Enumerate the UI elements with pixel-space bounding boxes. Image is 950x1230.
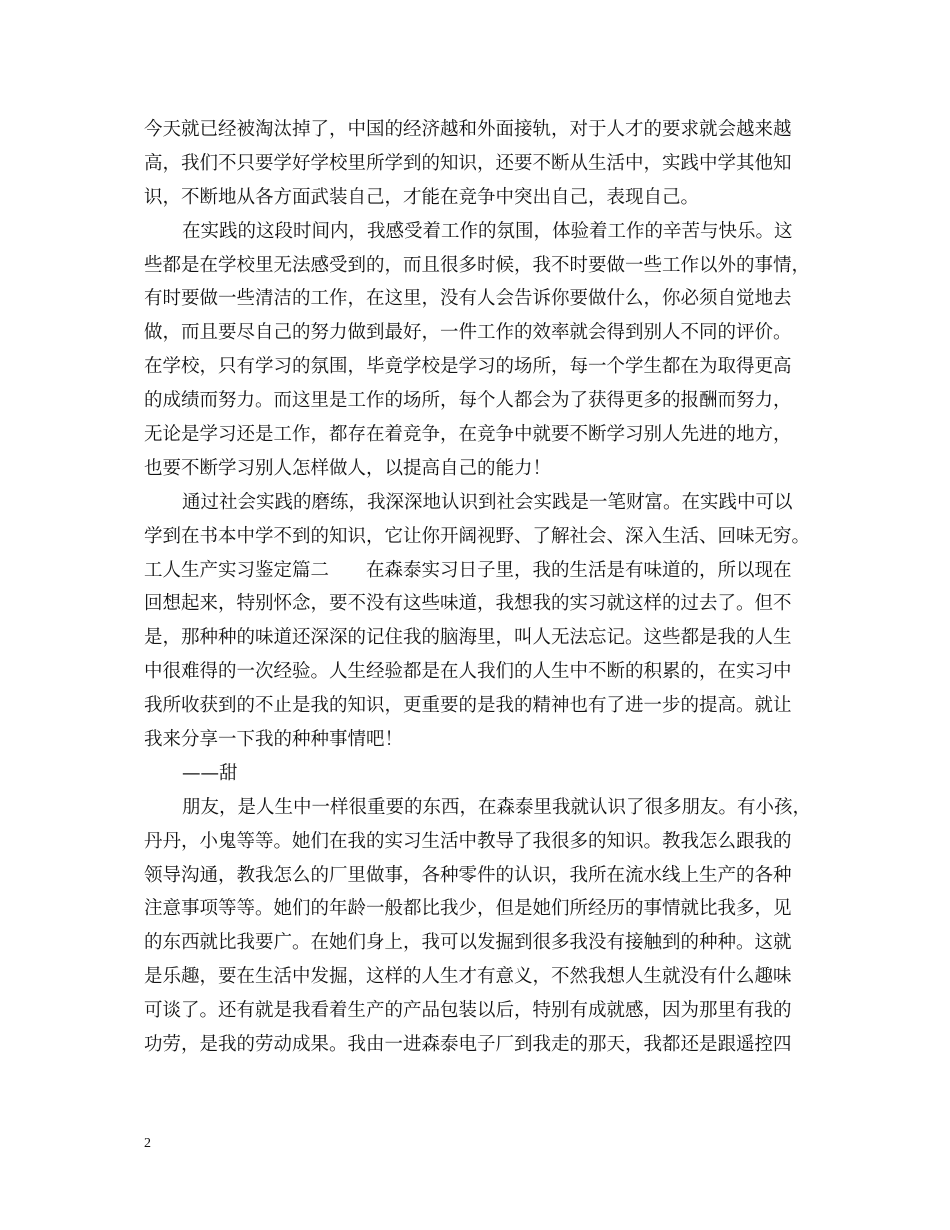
text-line: 无论是学习还是工作，都存在着竞争，在竞争中就要不断学习别人先进的地方， xyxy=(144,424,792,446)
text-line: 在学校，只有学习的氛围，毕竟学校是学习的场所，每一个学生都在为取得更高 xyxy=(144,356,792,378)
body-text xyxy=(144,113,829,1062)
text-line: 是乐趣，要在生活中发掘，这样的人生才有意义，不然我想人生就没有什么趣味 xyxy=(144,966,792,988)
text-line: 工人生产实习鉴定篇二 在森泰实习日子里，我的生活是有味道的，所以现在 xyxy=(144,559,792,581)
text-line: 也要不断学习别人怎样做人，以提高自己的能力！ xyxy=(144,457,552,479)
text-line: 做，而且要尽自己的努力做到最好，一件工作的效率就会得到别人不同的评价。 xyxy=(144,322,792,344)
text-line: 高，我们不只要学好学校里所学到的知识，还要不断从生活中，实践中学其他知 xyxy=(144,152,792,174)
text-line: 今天就已经被淘汰掉了，中国的经济越和外面接轨，对于人才的要求就会越来越 xyxy=(144,119,792,140)
text-line: 丹丹，小鬼等等。她们在我的实习生活中教导了我很多的知识。教我怎么跟我的 xyxy=(144,830,792,852)
paragraph-start-line: 在实践的这段时间内，我感受着工作的氛围，体验着工作的辛苦与快乐。这 xyxy=(182,220,793,242)
text-line: 些都是在学校里无法感受到的，而且很多时候，我不时要做一些工作以外的事情， xyxy=(144,254,811,276)
text-line: 中很难得的一次经验。人生经验都是在人我们的人生中不断的积累的，在实习中 xyxy=(144,661,792,683)
paragraph-start-line: 通过社会实践的磨练，我深深地认识到社会实践是一笔财富。在实践中可以 xyxy=(182,491,793,513)
text-line: 可谈了。还有就是我看着生产的产品包装以后，特别有成就感，因为那里有我的 xyxy=(144,1000,792,1022)
text-line: 我来分享一下我的种种事情吧！ xyxy=(144,729,404,751)
section-signature-line: ——甜 xyxy=(182,762,238,784)
text-line: 回想起来，特别怀念，要不没有这些味道，我想我的实习就这样的过去了。但不 xyxy=(144,593,792,615)
text-line: 我所收获到的不止是我的知识，更重要的是我的精神也有了进一步的提高。就让 xyxy=(144,695,792,717)
page-number: 2 xyxy=(144,1136,151,1151)
text-line: 领导沟通，教我怎么的厂里做事，各种零件的认识，我所在流水线上生产的各种 xyxy=(144,864,792,886)
text-line: 学到在书本中学不到的知识，它让你开阔视野、了解社会、深入生活、回味无穷。 xyxy=(144,525,811,547)
text-line: 注意事项等等。她们的年龄一般都比我少，但是她们所经历的事情就比我多，见 xyxy=(144,898,792,920)
text-line: 的成绩而努力。而这里是工作的场所，每个人都会为了获得更多的报酬而努力， xyxy=(144,390,792,412)
text-line: 功劳，是我的劳动成果。我由一进森泰电子厂到我走的那天，我都还是跟遥控四 xyxy=(144,1034,792,1056)
text-line: 的东西就比我要广。在她们身上，我可以发掘到很多我没有接触到的种种。这就 xyxy=(144,932,792,954)
text-line: 有时要做一些清洁的工作，在这里，没有人会告诉你要做什么，你必须自觉地去 xyxy=(144,288,792,310)
paragraph-start-line: 朋友，是人生中一样很重要的东西，在森泰里我就认识了很多朋友。有小孩， xyxy=(182,796,812,818)
text-line: 识，不断地从各方面武装自己，才能在竞争中突出自己，表现自己。 xyxy=(144,186,700,208)
text-line: 是，那种种的味道还深深的记住我的脑海里，叫人无法忘记。这些都是我的人生 xyxy=(144,627,792,649)
